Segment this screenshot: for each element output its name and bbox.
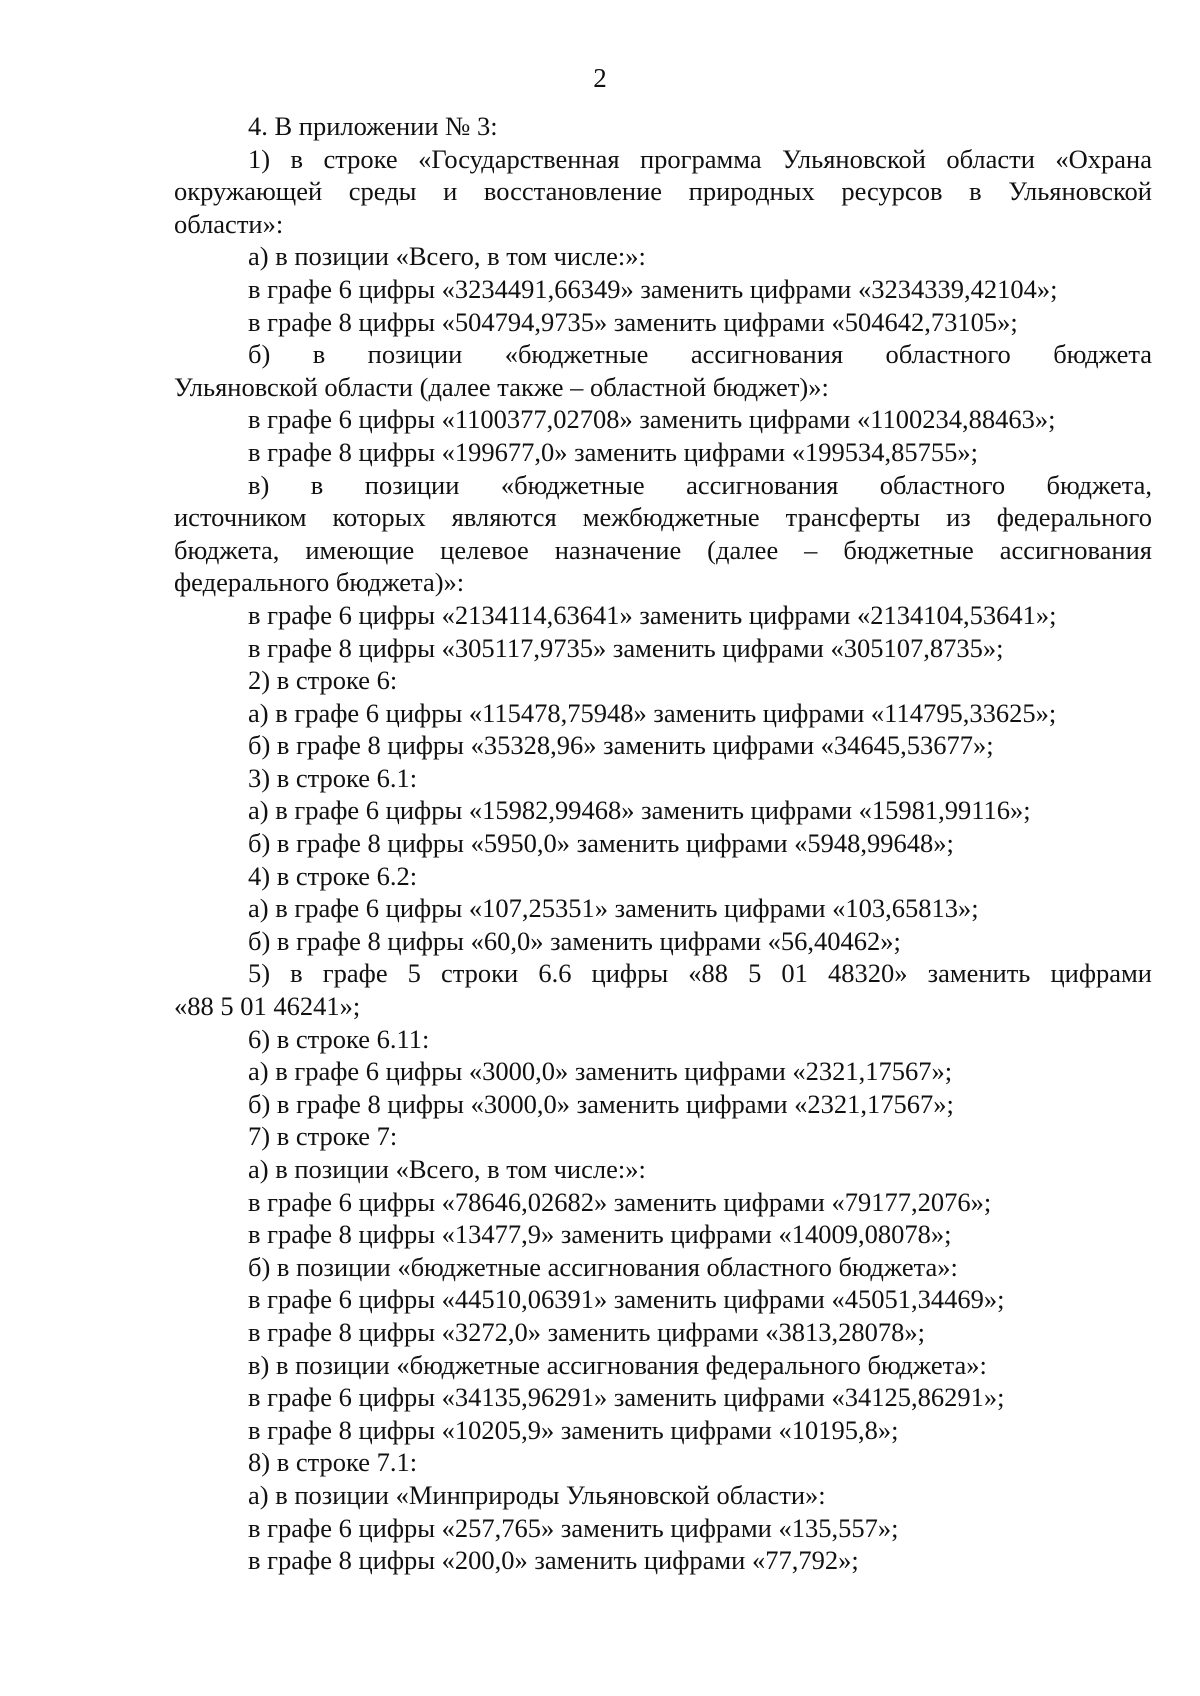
text-line: 5) в графе 5 строки 6.6 цифры «88 5 01 48320» заменить цифрами (248, 958, 1152, 989)
text-line: б) в позиции «бюджетные ассигнования областного бюджета»: (248, 1251, 958, 1282)
text-line: в графе 8 цифры «13477,9» заменить цифрами «14009,08078»; (248, 1219, 952, 1250)
text-line: б) в графе 8 цифры «3000,0» заменить цифрами «2321,17567»; (248, 1088, 954, 1119)
text-line: в графе 8 цифры «3272,0» заменить цифрами «3813,28078»; (248, 1316, 925, 1347)
text-line: в графе 8 цифры «504794,9735» заменить цифрами «504642,73105»; (248, 306, 1018, 337)
text-line: 7) в строке 7: (248, 1121, 398, 1152)
text-line: окружающей среды и восстановление природных ресурсов в Ульяновской (174, 176, 1152, 207)
text-line: федерального бюджета)»: (174, 567, 465, 598)
text-line: 6) в строке 6.11: (248, 1023, 430, 1054)
text-line: а) в графе 6 цифры «3000,0» заменить цифрами «2321,17567»; (248, 1056, 953, 1087)
text-line: 4. В приложении № 3: (248, 111, 498, 141)
text-line: б) в позиции «бюджетные ассигнования областного бюджета (248, 339, 1152, 370)
text-line: 4) в строке 6.2: (248, 860, 418, 891)
text-line: 3) в строке 6.1: (248, 762, 418, 793)
text-line: в графе 6 цифры «44510,06391» заменить цифрами «45051,34469»; (248, 1284, 1005, 1315)
text-line: области»: (174, 208, 284, 239)
text-line: в графе 6 цифры «1100377,02708» заменить цифрами «1100234,88463»; (248, 404, 1056, 435)
text-line: а) в графе 6 цифры «115478,75948» заменить цифрами «114795,33625»; (248, 697, 1057, 728)
text-line: а) в позиции «Всего, в том числе:»: (248, 1154, 646, 1184)
document-body (174, 110, 1152, 1577)
text-line: в графе 6 цифры «34135,96291» заменить цифрами «34125,86291»; (248, 1382, 1005, 1413)
text-line: а) в графе 6 цифры «15982,99468» заменить цифрами «15981,99116»; (248, 795, 1031, 826)
text-line: Ульяновской области (далее также – областной бюджет)»: (174, 371, 829, 402)
text-line: в) в позиции «бюджетные ассигнования областного бюджета, (248, 469, 1152, 500)
text-line: а) в позиции «Всего, в том числе:»: (248, 241, 646, 272)
text-line: «88 5 01 46241»; (174, 991, 361, 1022)
text-line: в графе 8 цифры «200,0» заменить цифрами «77,792»; (248, 1545, 859, 1576)
text-line: в графе 6 цифры «257,765» заменить цифрами «135,557»; (248, 1512, 899, 1543)
text-line: в графе 6 цифры «78646,02682» заменить цифрами «79177,2076»; (248, 1186, 992, 1217)
text-line: а) в позиции «Минприроды Ульяновской области»: (248, 1479, 826, 1510)
text-line: 1) в строке «Государственная программа Ульяновской области «Охрана (248, 143, 1152, 174)
text-line: а) в графе 6 цифры «107,25351» заменить цифрами «103,65813»; (248, 893, 979, 924)
text-line: б) в графе 8 цифры «60,0» заменить цифрами «56,40462»; (248, 925, 901, 956)
text-line: в) в позиции «бюджетные ассигнования федерального бюджета»: (248, 1349, 987, 1380)
text-line: в графе 8 цифры «305117,9735» заменить цифрами «305107,8735»; (248, 632, 1004, 663)
text-line: 2) в строке 6: (248, 665, 398, 696)
text-line: в графе 6 цифры «3234491,66349» заменить цифрами «3234339,42104»; (248, 273, 1058, 304)
page-number: 2 (593, 63, 607, 93)
text-line: в графе 8 цифры «199677,0» заменить цифрами «199534,85755»; (248, 436, 978, 467)
text-line: б) в графе 8 цифры «5950,0» заменить цифрами «5948,99648»; (248, 828, 954, 859)
text-line: б) в графе 8 цифры «35328,96» заменить цифрами «34645,53677»; (248, 730, 994, 761)
text-line: 8) в строке 7.1: (248, 1447, 418, 1478)
text-line: бюджета, имеющие целевое назначение (далее – бюджетные ассигнования (174, 534, 1152, 565)
text-line: в графе 8 цифры «10205,9» заменить цифрами «10195,8»; (248, 1414, 899, 1445)
text-line: источником которых являются межбюджетные трансферты из федерального (174, 502, 1152, 533)
text-line: в графе 6 цифры «2134114,63641» заменить цифрами «2134104,53641»; (248, 599, 1057, 630)
